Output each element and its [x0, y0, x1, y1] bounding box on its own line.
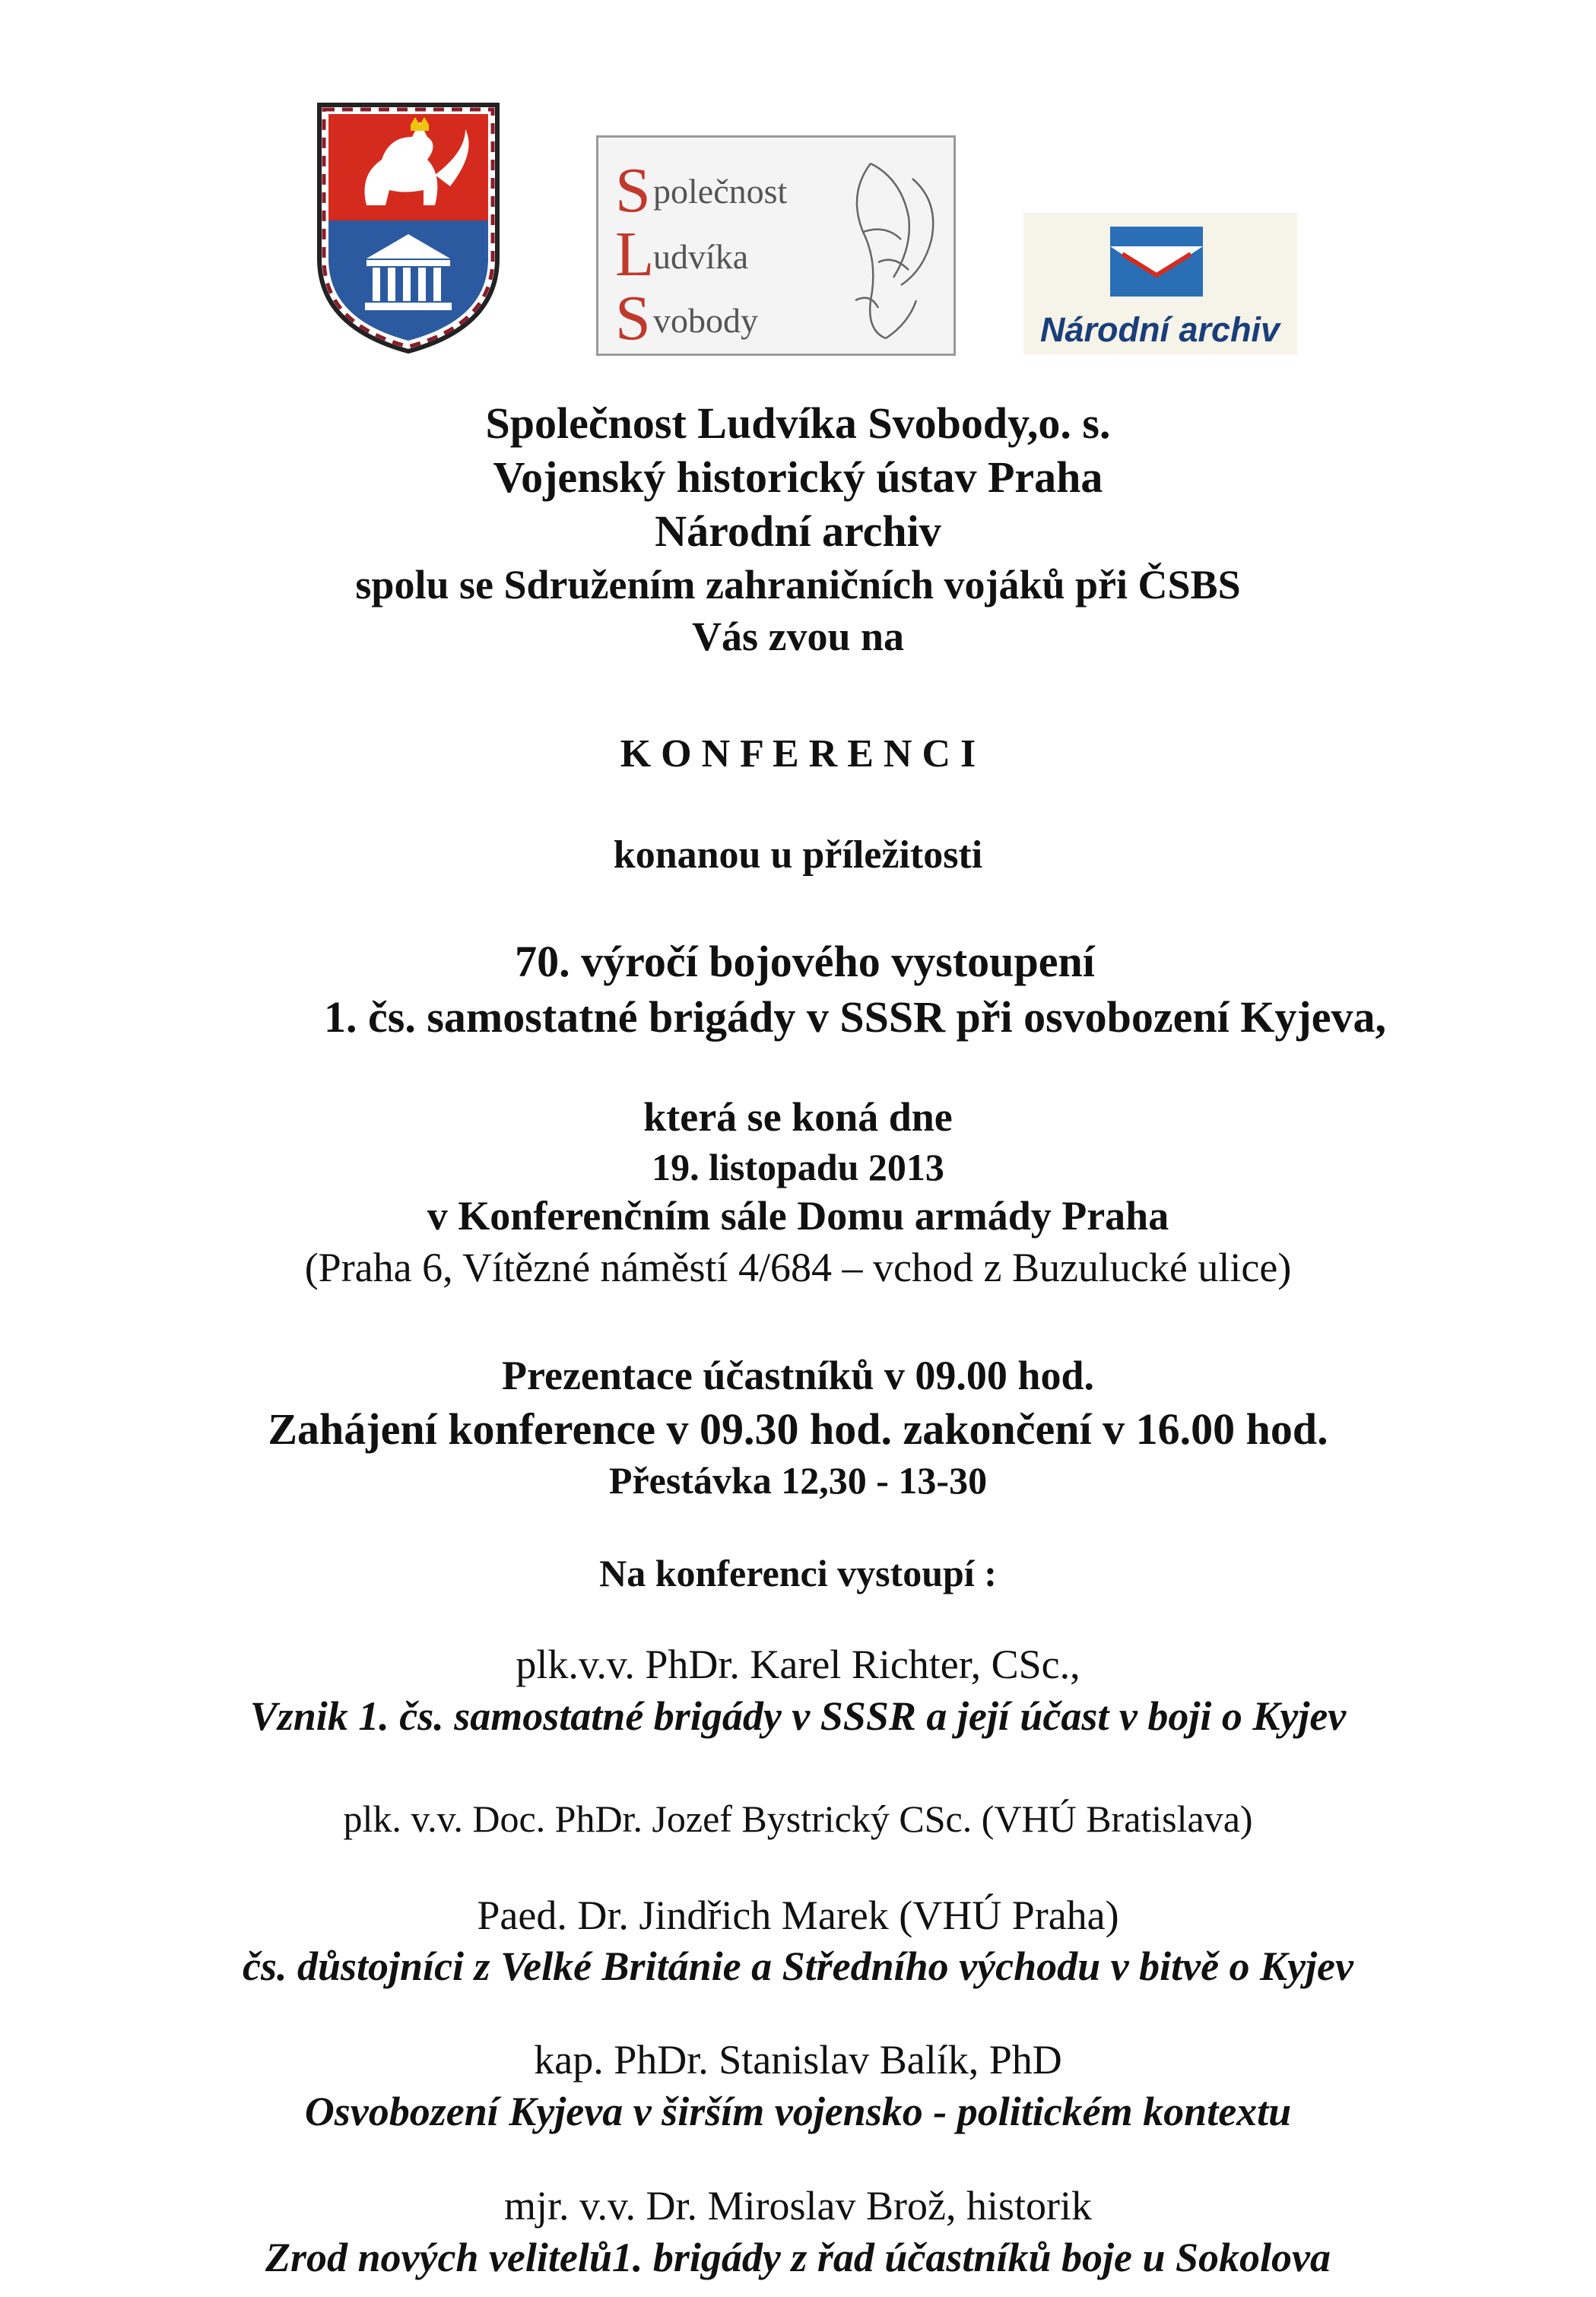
sls-word-spolecnost: polečnost: [653, 172, 788, 211]
start-end-time: Zahájení konference v 09.30 hod. zakončení v 16.00 hod.: [268, 1404, 1328, 1454]
sls-society-logo: [596, 135, 956, 356]
speaker-name: plk.v.v. PhDr. Karel Richter, CSc.,: [516, 1642, 1080, 1687]
event-venue: v Konferenčním sále Domu armády Praha: [427, 1193, 1169, 1239]
organizer-vhu: Vojenský historický ústav Praha: [493, 452, 1103, 502]
sls-letter-l: L: [615, 219, 655, 290]
speaker-name: kap. PhDr. Stanislav Balík, PhD: [534, 2037, 1062, 2083]
sls-letter-s1: S: [615, 155, 651, 226]
speaker-name: mjr. v.v. Dr. Miroslav Brož, historik: [504, 2183, 1092, 2229]
leaf-drawing-icon: [840, 148, 947, 346]
sls-letter-s2: S: [615, 283, 651, 354]
event-address: (Praha 6, Vítězné náměstí 4/684 – vchod z Buzulucké ulice): [304, 1245, 1292, 1290]
speaker-topic: Osvobození Kyjeva v širším vojensko - politickém kontextu: [304, 2089, 1292, 2134]
narodni-archiv-text: Národní archiv: [1040, 310, 1280, 349]
organizer-narodni-archiv: Národní archiv: [655, 506, 941, 556]
speaker-topic: Zrod nových velitelů1. brigády z řad účastníků boje u Sokolova: [265, 2235, 1331, 2280]
event-date: 19. listopadu 2013: [652, 1146, 944, 1188]
invitation-text: Vás zvou na: [691, 614, 905, 659]
narodni-archiv-logo: [1023, 213, 1297, 354]
speaker-topic: čs. důstojníci z Velké Británie a Středního východu v bitvě o Kyjev: [243, 1943, 1353, 1989]
registration-time: Prezentace účastníků v 09.00 hod.: [502, 1353, 1094, 1398]
coat-of-arms-logo: [313, 99, 503, 356]
anniversary-line-1: 70. výročí bojového vystoupení: [515, 937, 1095, 986]
speaker-name: Paed. Dr. Jindřich Marek (VHÚ Praha): [477, 1892, 1119, 1938]
speakers-heading: Na konferenci vystoupí :: [599, 1552, 997, 1594]
anniversary-line-2: 1. čs. samostatné brigády v SSSR při osvobození Kyjeva,: [324, 992, 1386, 1042]
sls-word-ludvika: udvíka: [653, 237, 749, 276]
sls-word-svobody: vobody: [653, 301, 758, 340]
occasion-text: konanou u příležitosti: [613, 833, 983, 877]
speaker-topic: Vznik 1. čs. samostatné brigády v SSSR a její účast v boji o Kyjev: [249, 1693, 1347, 1739]
conference-title: K O N F E R E N C I: [620, 732, 976, 776]
envelope-icon: [1107, 224, 1206, 300]
speaker-name: plk. v.v. Doc. PhDr. Jozef Bystrický CSc. (VHÚ Bratislava): [343, 1797, 1253, 1840]
date-intro: která se koná dne: [643, 1094, 953, 1140]
organizer-szv-csbs: spolu se Sdružením zahraničních vojáků při ČSBS: [355, 562, 1241, 608]
break-time: Přestávka 12,30 - 13-30: [608, 1459, 988, 1502]
organizer-sls: Společnost Ludvíka Svobody,o. s.: [485, 398, 1111, 448]
